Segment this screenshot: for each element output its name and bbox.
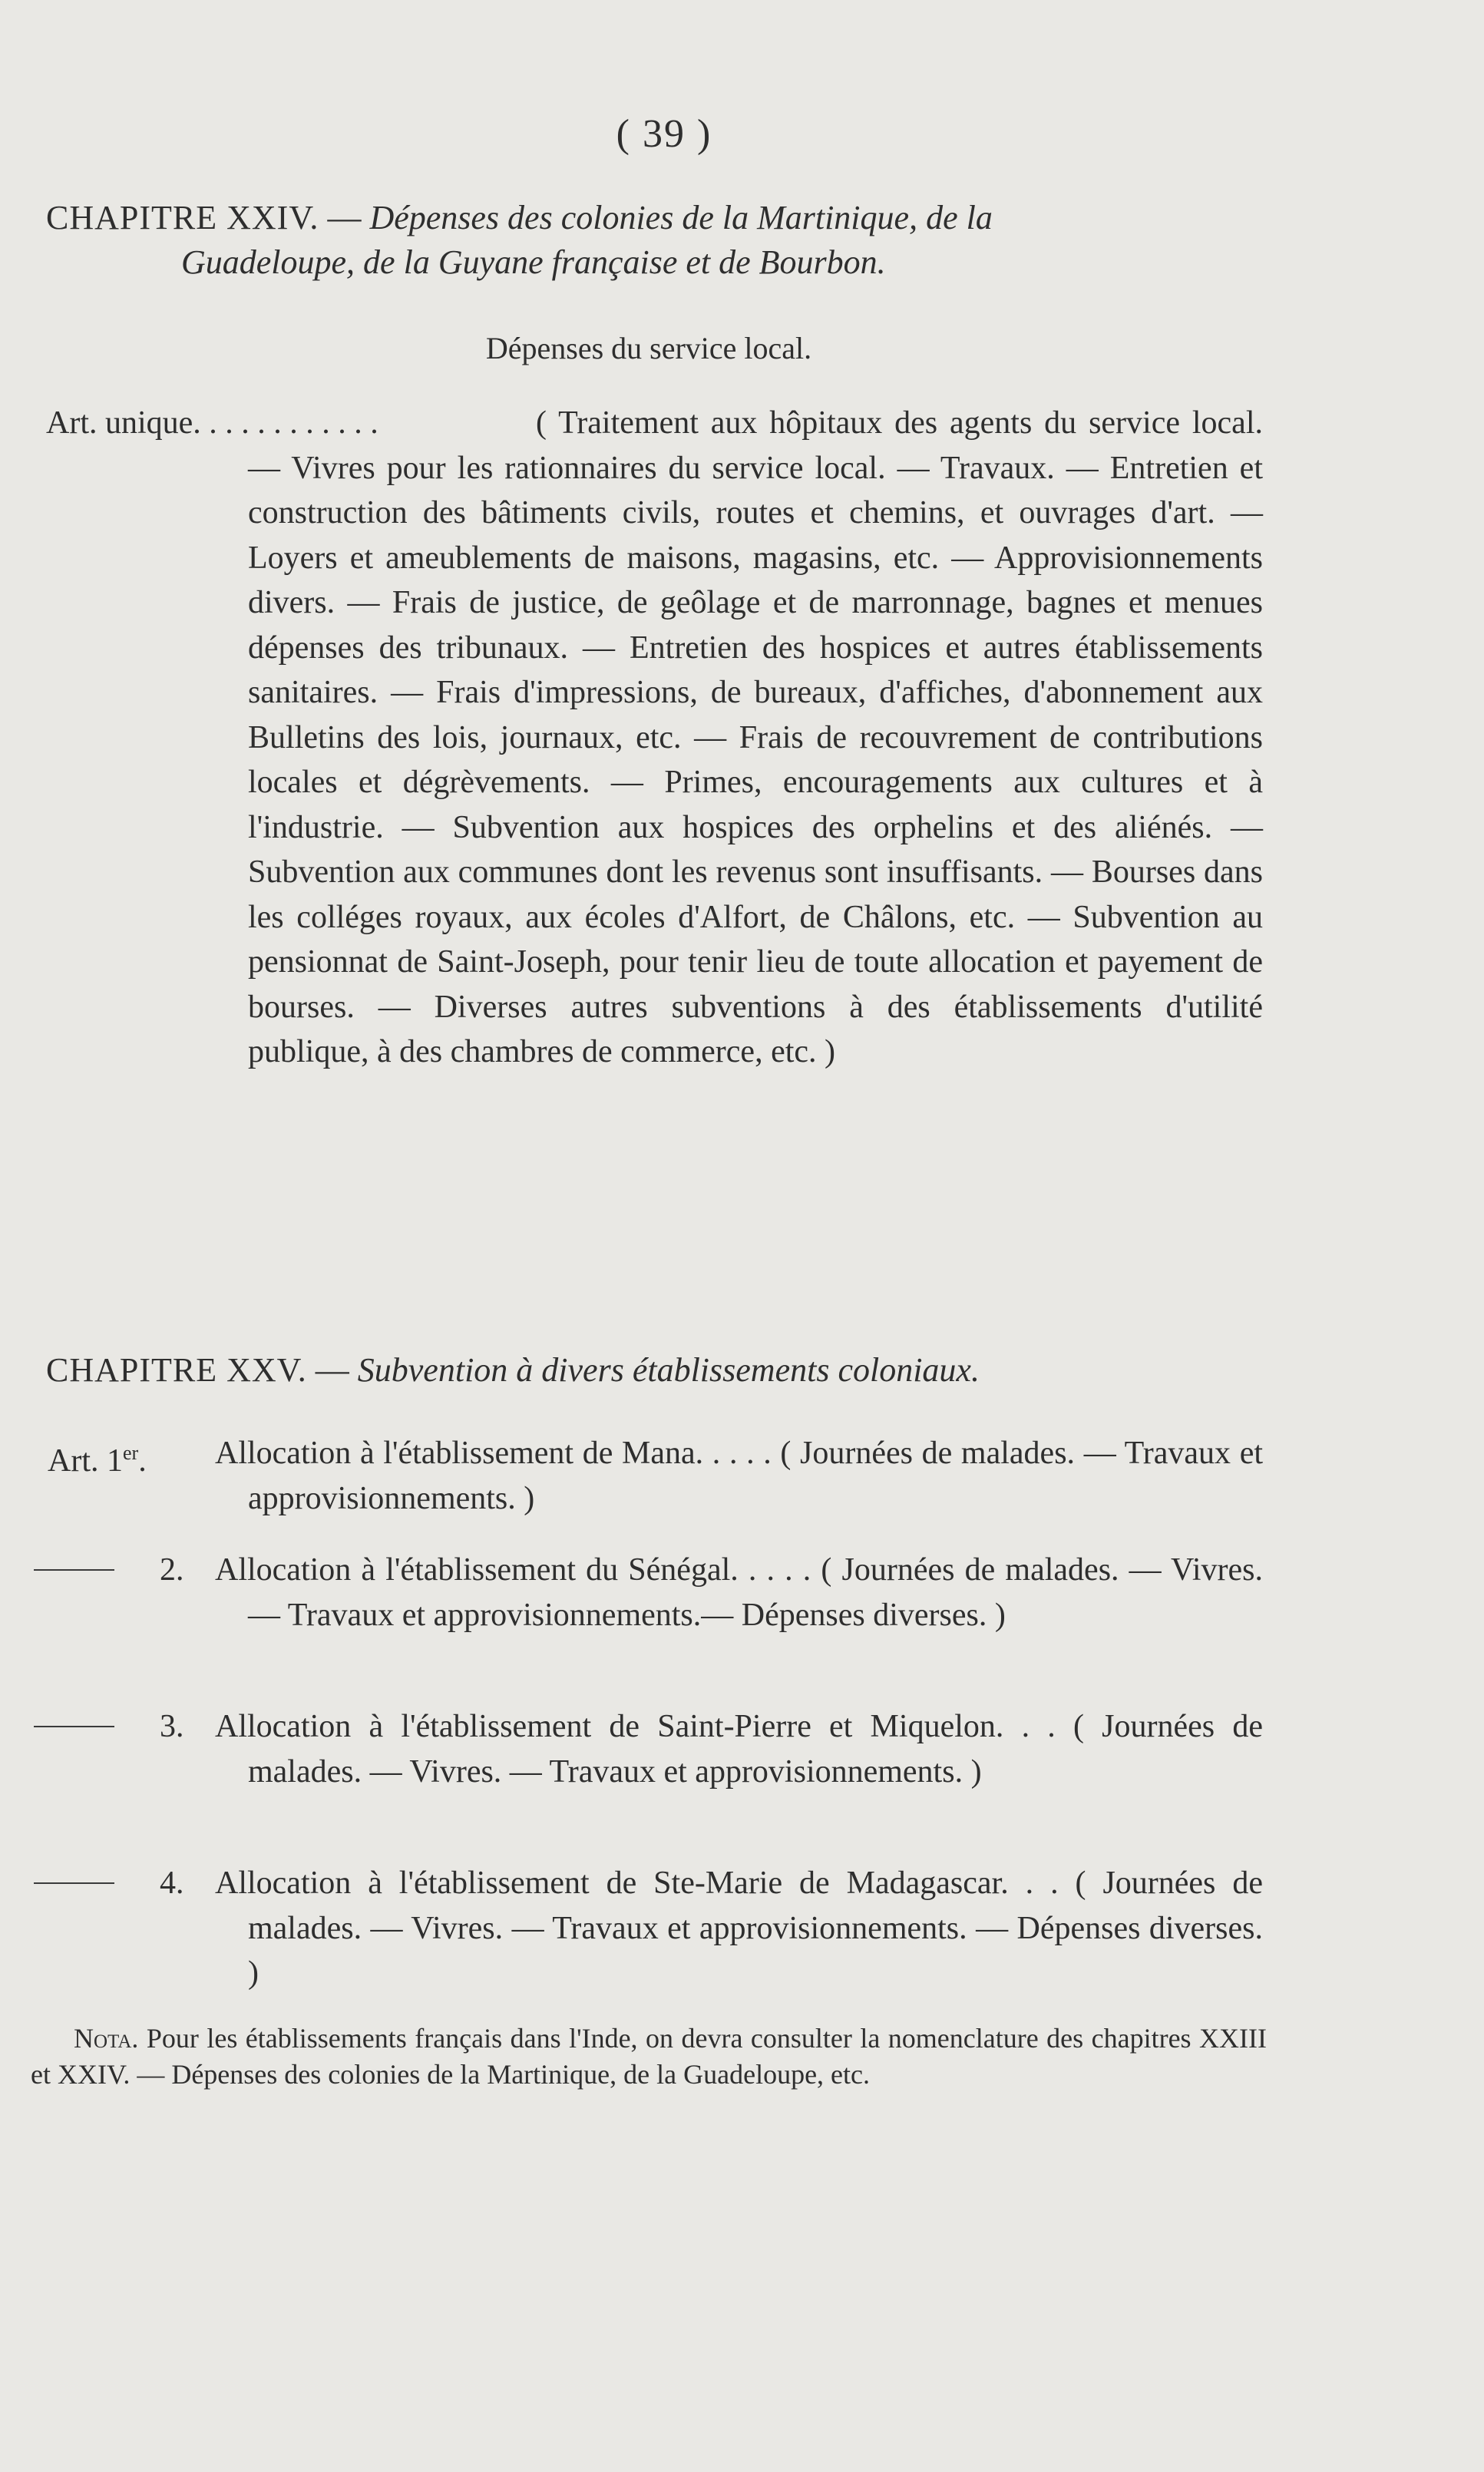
article-1-sup: er — [123, 1442, 139, 1464]
article-2-text: Allocation à l'établissement du Sénégal. . . . . ( Journées de malades. — Vivres. — Travaux et approvisionnements.— Dépenses diverses. ) — [215, 1552, 1263, 1633]
chapter-25-subtitle: Subvention à divers établissements coloniaux. — [357, 1351, 980, 1389]
chapter-25-heading — [46, 1348, 1274, 1393]
article-3-number: 3. — [160, 1709, 184, 1744]
article-4-text: Allocation à l'établissement de Ste-Marie de Madagascar. . . ( Journées de malades. — Vivres. — Travaux et approvisionnements. — Dépenses diverses. ) — [215, 1866, 1263, 1991]
page-number: ( 39 ) — [616, 112, 712, 156]
chapter-24-subtitle-line2: Guadeloupe, de la Guyane française et de Bourbon. — [181, 243, 886, 281]
article-1-text: Allocation à l'établissement de Mana. . . . . ( Journées de malades. — Travaux et approvisionnements. ) — [215, 1436, 1263, 1516]
article-unique-text: ( Traitement aux hôpitaux des agents du service local. — Vivres pour les rationnaires du service local. — Travaux. — Entretien et construction des bâtiments civils, routes et chemins, et ouvrages d'art. — Loyers et ameublements de maisons, magasins, etc. — Approvisionnements divers. — Frais de justice, de geôlage et de marronnage, bagnes et menues dépenses des tribunaux. — Entretien des hospices et autres établissements sanitaires. — Frais d'impressions, de bureaux, d'affiches, d'abonnement aux Bulletins des lois, journaux, etc. — Frais de recouvrement de contributions locales et dégrèvements. — Primes, encouragements aux cultures et à l'industrie. — Subvention aux hospices des orphelins et des aliénés. — Subvention aux communes dont les revenus sont insuffisants. — Bourses dans les colléges royaux, aux écoles d'Alfort, de Châlons, etc. — Subvention au pensionnat de Saint-Joseph, pour tenir lieu de toute allocation et payement de bourses. — Diverses autres subventions à des établissements d'utilité publique, à des chambres de commerce, etc. ) — [248, 405, 1263, 1069]
chapter-24-dash: — — [319, 199, 370, 236]
chapter-24-heading — [46, 196, 1274, 285]
chapter-25-title: CHAPITRE XXV. — [46, 1351, 307, 1389]
chapter-24-subtitle-line1: Dépenses des colonies de la Martinique, de la — [369, 199, 993, 236]
nota-text: Pour les établissements français dans l'Inde, on devra consulter la nomenclature des chapitres XXIII et XXIV. — Dépenses des colonies de la Martinique, de la Guadeloupe, etc. — [31, 2023, 1267, 2090]
article-4-number: 4. — [160, 1866, 184, 1901]
nota-paragraph — [31, 2021, 1267, 2093]
article-1-label: Art. 1er. — [48, 1442, 147, 1479]
article-2-number: 2. — [160, 1552, 184, 1588]
section-title: Dépenses du service local. — [485, 331, 812, 365]
ditto-dash-3 — [34, 1726, 114, 1727]
article-unique-label: Art. unique. . . . . . . . . . . . — [46, 405, 378, 441]
ditto-dash-2 — [34, 1569, 114, 1571]
chapter-25-dash: — — [306, 1351, 358, 1389]
article-3-text: Allocation à l'établissement de Saint-Pierre et Miquelon. . . ( Journées de malades. — Vivres. — Travaux et approvisionnements. ) — [215, 1709, 1263, 1790]
nota-label: Nota. — [74, 2023, 139, 2054]
ditto-dash-4 — [34, 1882, 114, 1884]
chapter-24-title: CHAPITRE XXIV. — [46, 199, 319, 236]
